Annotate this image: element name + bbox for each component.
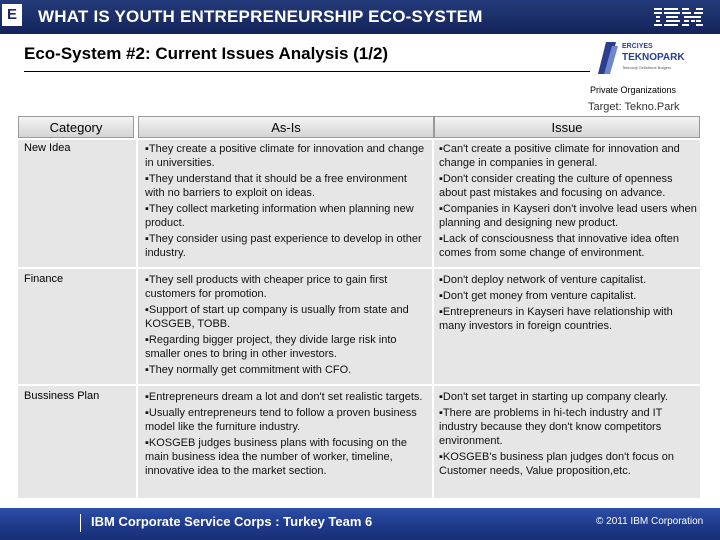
row-category: Bussiness Plan — [24, 390, 100, 402]
issue-bullet: ▪Don't deploy network of venture capitalist. — [439, 274, 647, 286]
as-is-bullet: ▪Usually entrepreneurs tend to follow a proven business model like the furniture industry. — [145, 407, 417, 433]
header-as-is: As-Is — [138, 116, 434, 138]
issue-bullet: ▪Don't consider creating the culture of openness about past mistakes and focusing on advance. — [439, 173, 673, 199]
row-issue — [439, 142, 697, 262]
footer-divider — [80, 514, 81, 532]
issue-bullet: ▪Lack of consciousness that innovative idea often comes from some change of environment. — [439, 233, 679, 259]
issue-bullet: ▪Don't get money from venture capitalist. — [439, 290, 637, 302]
as-is-bullet: ▪Support of start up company is usually from state and KOSGEB, TOBB. — [145, 304, 409, 330]
row-issue — [439, 390, 697, 480]
header-issue: Issue — [434, 116, 700, 138]
as-is-bullet: ▪They consider using past experience to develop in other industry. — [145, 233, 422, 259]
as-is-bullet: ▪They sell products with cheaper price to gain first customers for promotion. — [145, 274, 388, 300]
issue-bullet: ▪Don't set target in starting up company clearly. — [439, 391, 668, 403]
issue-bullet: ▪Can't create a positive climate for innovation and change in companies in general. — [439, 143, 680, 169]
row-category: Finance — [24, 273, 64, 285]
as-is-bullet: ▪They understand that it should be a free environment with no barriers to exploit on ideas. — [145, 173, 407, 199]
issue-bullet: ▪Companies in Kayseri don't involve lead users when planning and designing new product. — [439, 203, 697, 229]
logo-text-teknopark: TEKNOPARK — [622, 52, 685, 63]
issue-bullet: ▪There are problems in hi-tech industry and IT industry because they don't know competitors environment. — [439, 407, 663, 447]
row-category: New Idea — [24, 142, 71, 154]
logo-text-tagline: Teknoloji Gelistirme Bolgesi — [622, 65, 671, 70]
slide-section-title: WHAT IS YOUTH ENTREPRENEURSHIP ECO-SYSTEM — [38, 7, 483, 26]
header-category: Category — [18, 116, 134, 138]
row-as-is — [145, 273, 427, 379]
footer-copyright: © 2011 IBM Corporation — [596, 516, 704, 527]
ibm-logo-icon — [654, 6, 704, 28]
as-is-bullet: ▪They collect marketing information when planning new product. — [145, 203, 414, 229]
as-is-bullet: ▪They create a positive climate for innovation and change in universities. — [145, 143, 425, 169]
issue-bullet: ▪KOSGEB's business plan judges don't focus on Customer needs, Value proposition,etc. — [439, 451, 674, 477]
as-is-bullet: ▪KOSGEB judges business plans with focusing on the main business idea the number of worker, timeline, innovative idea to the market section. — [145, 437, 407, 477]
logo-text-erciyes: ERCIYES — [622, 43, 653, 50]
row-as-is — [145, 390, 427, 480]
section-badge: E — [2, 4, 22, 26]
private-organizations-label: Private Organizations — [590, 85, 677, 95]
title-divider — [24, 71, 590, 72]
row-as-is — [145, 142, 427, 262]
teknopark-logo — [594, 36, 690, 78]
issue-bullet: ▪Entrepreneurs in Kayseri have relationship with many investors in foreign countries. — [439, 306, 673, 332]
footer-team-label: IBM Corporate Service Corps : Turkey Team 6 — [91, 514, 373, 529]
target-label: Target: Tekno.Park — [588, 101, 680, 113]
as-is-bullet: ▪Regarding bigger project, they divide large risk into smaller ones to bring in other investors. — [145, 334, 397, 360]
as-is-bullet: ▪They normally get commitment with CFO. — [145, 364, 352, 376]
as-is-bullet: ▪Entrepreneurs dream a lot and don't set realistic targets. — [145, 391, 423, 403]
page-title: Eco-System #2: Current Issues Analysis (1/2) — [24, 44, 389, 63]
row-issue — [439, 273, 697, 335]
